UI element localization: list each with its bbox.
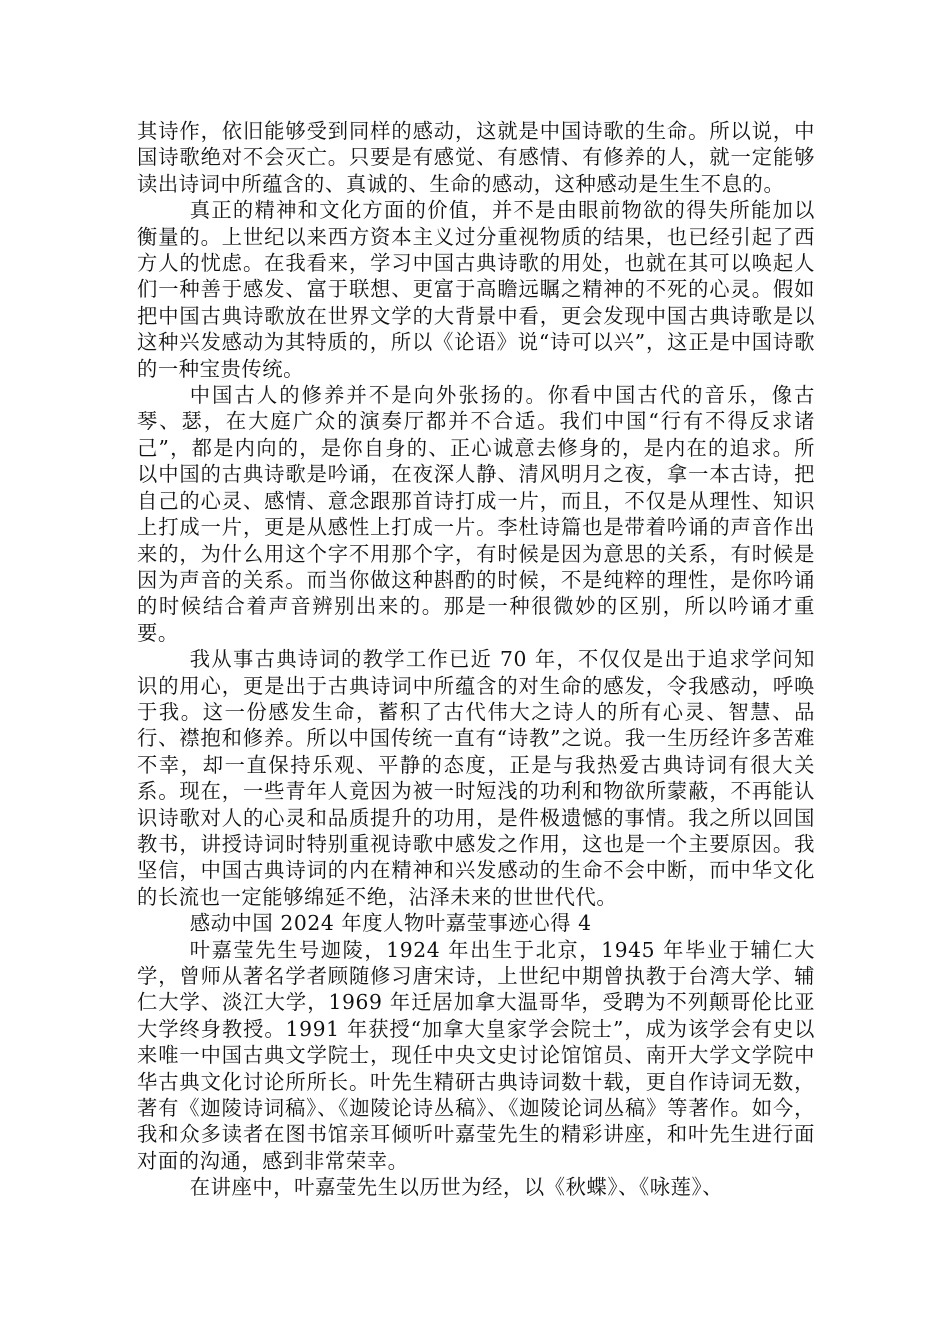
paragraph-4: 我从事古典诗词的教学工作已近 70 年，不仅仅是出于追求学问知识的用心，更是出于古典诗词中所蕴含的对生命的感发，令我感动，呼唤于我。这一份感发生命，蓄积了古代伟大之诗人的所有心灵、智慧、品行、襟抱和修养。所以中国传统一直有“诗教”之说。我一生历经许多苦难不幸，却一直保持乐观、平静的态度，正是与我热爱古典诗词有很大关系。现在，一些青年人竟因为被一时短浅的功利和物欲所蒙蔽，不再能认识诗歌对人的心灵和品质提升的功用，是件极遗憾的事情。我之所以回国教书，讲授诗词时特别重视诗歌中感发之作用，这也是一个主要原因。我坚信，中国古典诗词的内在精神和兴发感动的生命不会中断，而中华文化的长流也一定能够绵延不绝，沾泽未来的世世代代。 bbox=[137, 647, 815, 909]
paragraph-3: 中国古人的修养并不是向外张扬的。你看中国古代的音乐，像古琴、瑟，在大庭广众的演奏厅都并不合适。我们中国“行有不得反求诸己”，都是内向的，是你自身的、正心诚意去修身的，是内在的追求。所以中国的古典诗歌是吟诵，在夜深人静、清风明月之夜，拿一本古诗，把自己的心灵、感情、意念跟那首诗打成一片，而且，不仅是从理性、知识上打成一片，更是从感性上打成一片。李杜诗篇也是带着吟诵的声音作出来的，为什么用这个字不用那个字，有时候是因为意思的关系，有时候是因为声音的关系。而当你做这种斟酌的时候，不是纯粹的理性，是你吟诵的时候结合着声音辨别出来的。那是一种很微妙的区别，所以吟诵才重要。 bbox=[137, 383, 815, 645]
paragraph-6: 在讲座中，叶嘉莹先生以历世为经，以《秋蝶》、《咏莲》、 bbox=[189, 1175, 724, 1200]
section-title: 感动中国 2024 年度人物叶嘉莹事迹心得 4 bbox=[189, 911, 592, 936]
document-page bbox=[137, 118, 815, 1201]
paragraph-5: 叶嘉莹先生号迦陵，1924 年出生于北京，1945 年毕业于辅仁大学，曾师从著名学者顾随修习唐宋诗，上世纪中期曾执教于台湾大学、辅仁大学、淡江大学，1969 年迁居加拿大温哥华，受聘为不列颠哥伦比亚大学终身教授。1991 年获授“加拿大皇家学会院士”，成为该学会有史以来唯一中国古典文学院士，现任中央文史讨论馆馆员、南开大学文学院中华古典文化讨论所所长。叶先生精研古典诗词数十载，更自作诗词无数，著有《迦陵诗词稿》、《迦陵论诗丛稿》、《迦陵论词丛稿》等著作。如今，我和众多读者在图书馆亲耳倾听叶嘉莹先生的精彩讲座，和叶先生进行面对面的沟通，感到非常荣幸。 bbox=[137, 937, 815, 1173]
paragraph-2: 真正的精神和文化方面的价值，并不是由眼前物欲的得失所能加以衡量的。上世纪以来西方资本主义过分重视物质的结果，也已经引起了西方人的忧虑。在我看来，学习中国古典诗歌的用处，也就在其可以唤起人们一种善于感发、富于联想、更富于高瞻远瞩之精神的不死的心灵。假如把中国古典诗歌放在世界文学的大背景中看，更会发现中国古典诗歌是以这种兴发感动为其特质的，所以《论语》说“诗可以兴”，这正是中国诗歌的一种宝贵传统。 bbox=[137, 198, 815, 381]
paragraph-1: 其诗作，依旧能够受到同样的感动，这就是中国诗歌的生命。所以说，中国诗歌绝对不会灭亡。只要是有感觉、有感情、有修养的人，就一定能够读出诗词中所蕴含的、真诚的、生命的感动，这种感动是生生不息的。 bbox=[137, 119, 815, 196]
